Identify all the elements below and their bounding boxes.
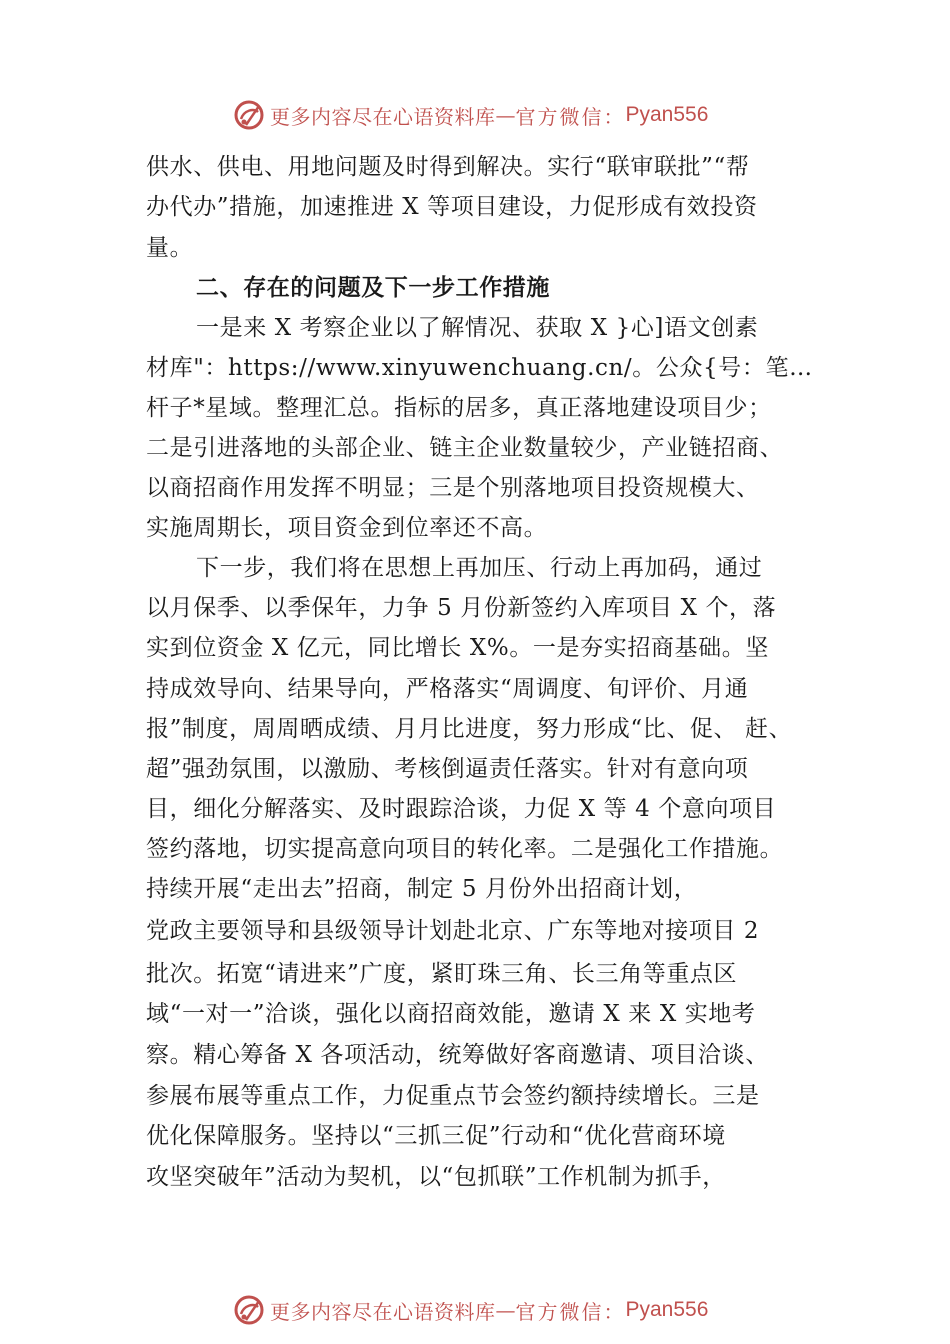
footer-watermark <box>232 1292 708 1328</box>
text-line: 下一步，我们将在思想上再加压、行动上再加码，通过 <box>196 555 763 581</box>
text-line: 量。 <box>146 235 194 261</box>
watermark-site-text: 更多内容尽在心语资料库 <box>270 1299 496 1324</box>
text-line: 批次。拓宽“请进来”广度，紧盯珠三角、长三角等重点区 <box>146 961 738 987</box>
text-line: 材库"：https://www.xinyuwenchuang.cn/。公众{号：笔… <box>146 355 813 381</box>
text-line: 持续开展“走出去”招商，制定 5 月份外出招商计划， <box>146 876 698 902</box>
text-line: 以月保季、以季保年，力争 5 月份新签约入库项目 X 个，落 <box>146 595 777 621</box>
text-line: 供水、供电、用地问题及时得到解决。实行“联审联批”“帮 <box>146 154 750 180</box>
text-line: 目，细化分解落实、及时跟踪洽谈，力促 X 等 4 个意向项目 <box>146 796 777 822</box>
text-line: 实到位资金 X 亿元，同比增长 X%。一是夯实招商基础。坚 <box>146 635 769 661</box>
text-line: 党政主要领导和县级领导计划赴北京、广东等地对接项目 2 <box>146 918 760 944</box>
header-watermark <box>232 97 708 133</box>
watermark-site-text: 更多内容尽在心语资料库 <box>270 104 496 129</box>
text-line: 杆子*星域。整理汇总。指标的居多，真正落地建设项目少； <box>146 395 772 421</box>
text-line: 察。精心筹备 X 各项活动，统筹做好客商邀请、项目洽谈、 <box>146 1042 769 1068</box>
watermark-wechat-label: 官方微信： <box>515 1299 626 1324</box>
watermark-wechat-id: Pyan556 <box>625 103 709 126</box>
brand-logo-icon <box>232 98 266 132</box>
text-line: 持成效导向、结果导向，严格落实“周调度、旬评价、月通 <box>146 676 749 702</box>
section-heading: 二、存在的问题及下一步工作措施 <box>196 275 550 301</box>
text-line: 超”强劲氛围，以激励、考核倒逼责任落实。针对有意向项 <box>146 756 749 782</box>
text-line: 报”制度，周周晒成绩、月月比进度，努力形成“比、促、 赶、 <box>146 716 793 742</box>
text-line: 优化保障服务。坚持以“三抓三促”行动和“优化营商环境 <box>146 1123 726 1149</box>
watermark-dash: — <box>495 103 516 127</box>
text-line: 签约落地，切实提高意向项目的转化率。二是强化工作措施。 <box>146 836 784 862</box>
text-line: 以商招商作用发挥不明显；三是个别落地项目投资规模大、 <box>146 475 760 501</box>
text-line: 实施周期长，项目资金到位率还不高。 <box>146 515 548 541</box>
text-line: 攻坚突破年”活动为契机，以“包抓联”工作机制为抓手， <box>146 1164 726 1190</box>
text-line: 一是来 X 考察企业以了解情况、获取 X }心]语文创素 <box>196 315 759 341</box>
text-line: 办代办”措施，加速推进 X 等项目建设，力促形成有效投资 <box>146 194 758 220</box>
watermark-wechat-label: 官方微信： <box>515 104 626 129</box>
watermark-dash: — <box>495 1298 516 1322</box>
text-line: 二是引进落地的头部企业、链主企业数量较少，产业链招商、 <box>146 435 784 461</box>
brand-logo-icon <box>232 1293 266 1327</box>
text-line: 参展布展等重点工作，力促重点节会签约额持续增长。三是 <box>146 1083 760 1109</box>
watermark-wechat-id: Pyan556 <box>625 1298 709 1321</box>
text-line: 域“一对一”洽谈，强化以商招商效能，邀请 X 来 X 实地考 <box>146 1001 756 1027</box>
